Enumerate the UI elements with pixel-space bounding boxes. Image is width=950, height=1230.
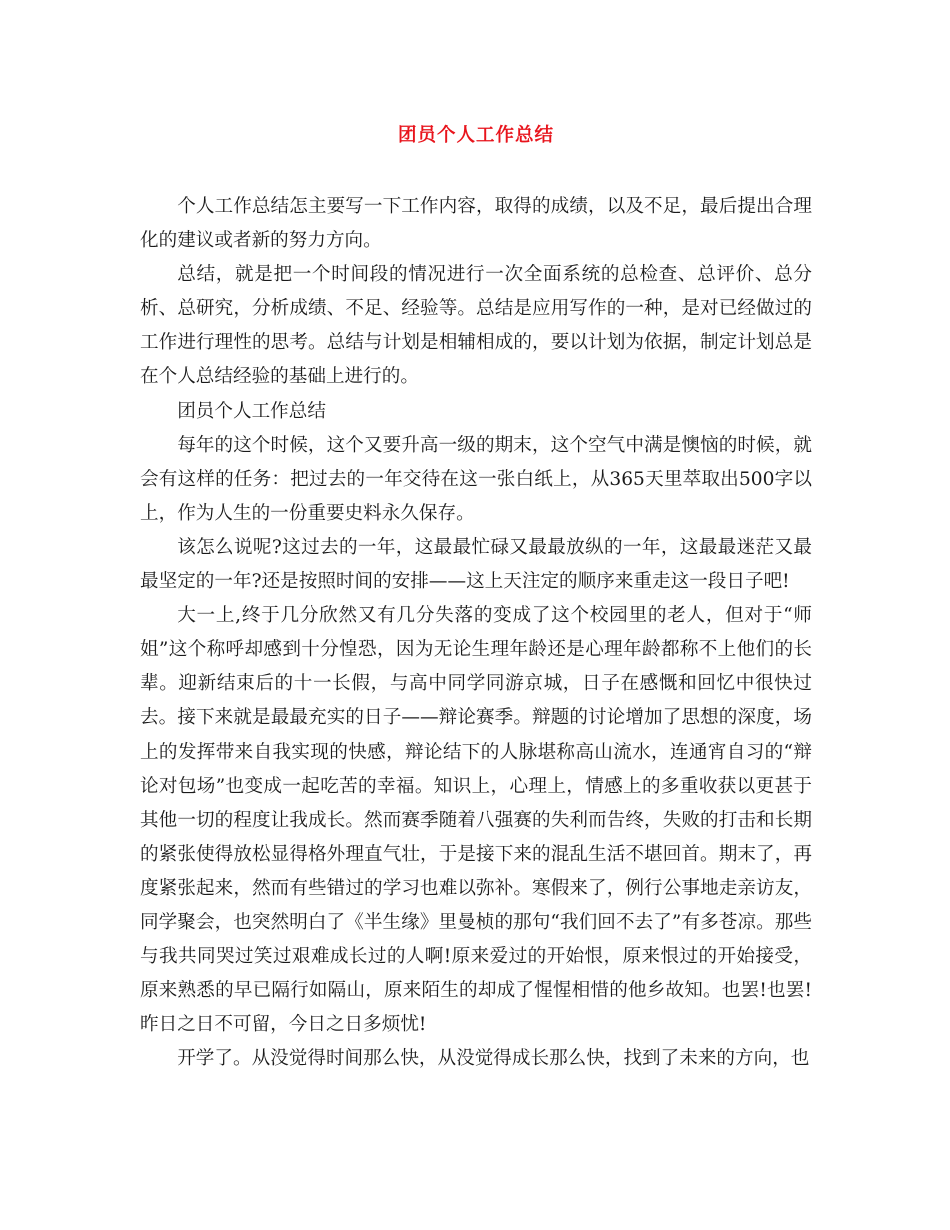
document-page xyxy=(140,118,812,1076)
paragraph-yearly-task: 每年的这个时候，这个又要升高一级的期末，这个空气中满是懊恼的时候，就会有这样的任务：把过去的一年交待在这一张白纸上，从365天里萃取出500字以上，作为人生的一份重要史料永久保存。 xyxy=(140,434,812,524)
paragraph-definition: 总结，就是把一个时间段的情况进行一次全面系统的总检查、总评价、总分析、总研究，分析成绩、不足、经验等。总结是应用写作的一种，是对已经做过的工作进行理性的思考。总结与计划是相辅相成的，要以计划为依据，制定计划总是在个人总结经验的基础上进行的。 xyxy=(140,264,812,388)
paragraph-new-semester: 开学了。从没觉得时间那么快，从没觉得成长那么快，找到了未来的方向，也 xyxy=(177,1048,810,1070)
paragraph-reflection: 该怎么说呢?这过去的一年，这最最忙碌又最最放纵的一年，这最最迷茫又最最坚定的一年?还是按照时间的安排——这上天注定的顺序来重走这一段日子吧! xyxy=(140,536,812,593)
paragraph-intro: 个人工作总结怎主要写一下工作内容，取得的成绩，以及不足，最后提出合理化的建议或者新的努力方向。 xyxy=(140,196,812,252)
document-title: 团员个人工作总结 xyxy=(397,125,554,146)
section-heading: 团员个人工作总结 xyxy=(177,400,326,422)
paragraph-freshman-year: 大一上,终于几分欣然又有几分失落的变成了这个校园里的老人，但对于“师姐”这个称呼却感到十分惶恐，因为无论生理年龄还是心理年龄都称不上他们的长辈。迎新结束后的十一长假，与高中同学同游京城，日子在感慨和回忆中很快过去。接下来就是最最充实的日子——辩论赛季。辩题的讨论增加了思想的深度，场上的发挥带来自我实现的快感，辩论结下的人脉堪称高山流水，连通宵自习的“辩论对包场”也变成一起吃苦的幸福。知识上，心理上，情感上的多重收获以更甚于其他一切的程度让我成长。然而赛季随着八强赛的失利而告终，失败的打击和长期的紧张使得放松显得格外理直气壮，于是接下来的混乱生活不堪回首。期末了，再度紧张起来，然而有些错过的学习也难以弥补。寒假来了，例行公事地走亲访友，同学聚会，也突然明白了《半生缘》里曼桢的那句“我们回不去了”有多苍凉。那些与我共同哭过笑过艰难成长过的人啊!原来爱过的开始恨，原来恨过的开始接受，原来熟悉的早已隔行如隔山，原来陌生的却成了惺惺相惜的他乡故知。也罢!也罢!昨日之日不可留，今日之日多烦忧! xyxy=(140,605,812,1036)
